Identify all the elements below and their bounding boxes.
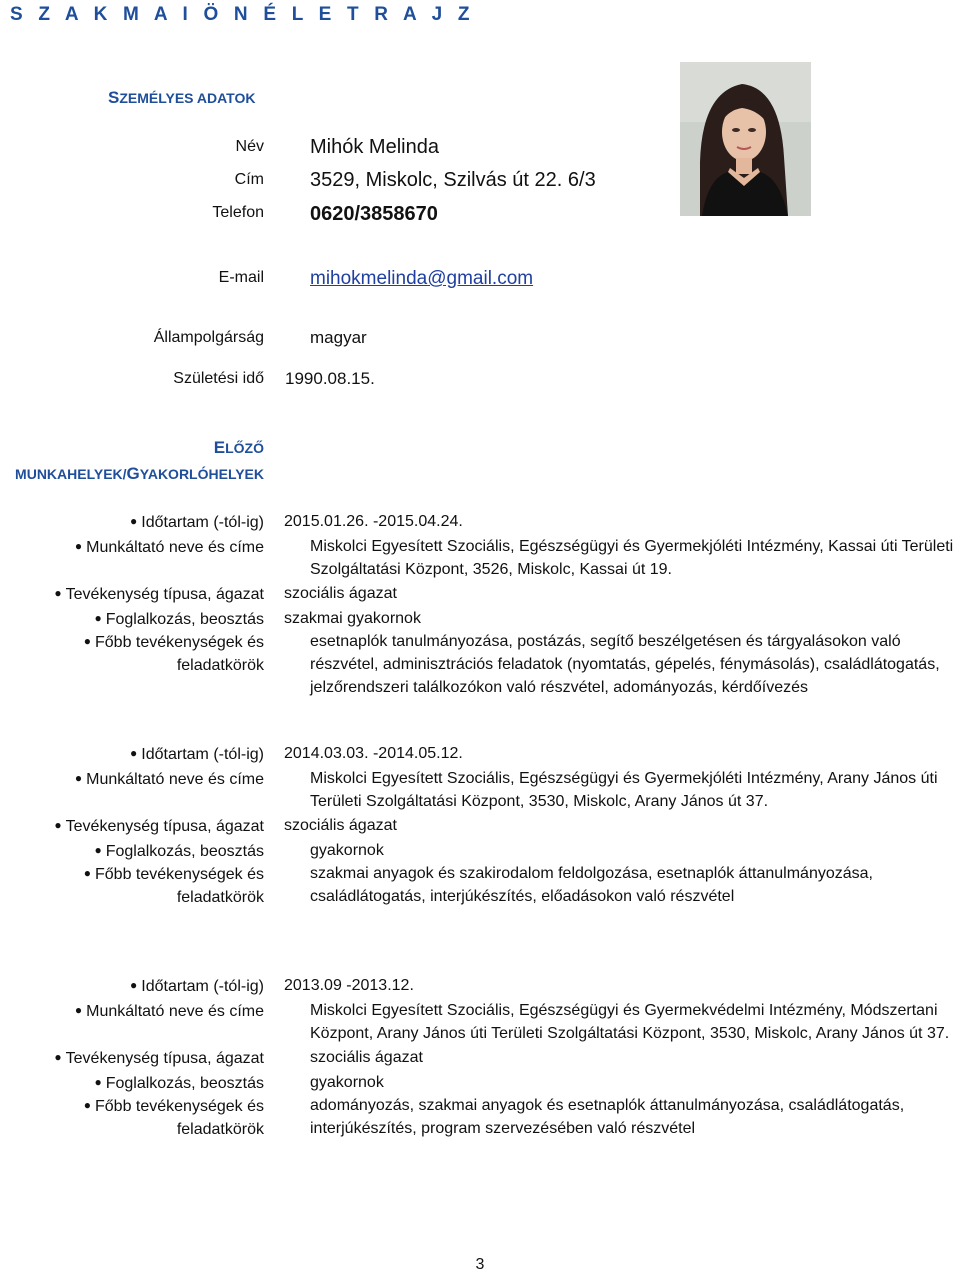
phone-value: 0620/3858670 bbox=[310, 203, 438, 225]
employer-label: ● Munkáltató neve és címe bbox=[74, 1003, 264, 1020]
sector-value: szociális ágazat bbox=[284, 817, 397, 834]
document-title: S Z A K M A I Ö N É L E T R A J Z bbox=[10, 4, 475, 25]
employer-value: Miskolci Egyesített Szociális, Egészségügyi és Gyermekjóléti Intézmény, Kassai úti Területi Szolgáltatási Központ, 3526, Miskolc, Kassai út 19. bbox=[310, 538, 954, 578]
sector-label: ● Tevékenység típusa, ágazat bbox=[54, 586, 264, 603]
employer-label: ● Munkáltató neve és címe bbox=[74, 771, 264, 788]
period-value: 2013.09 -2013.12. bbox=[284, 977, 414, 994]
duties-label: ● Főbb tevékenységek és feladatkörök bbox=[83, 1098, 264, 1138]
profile-photo bbox=[680, 62, 811, 216]
sector-value: szociális ágazat bbox=[284, 585, 397, 602]
page-number: 3 bbox=[475, 1256, 485, 1273]
employer-label: ● Munkáltató neve és címe bbox=[74, 539, 264, 556]
period-label: ● Időtartam (-tól-ig) bbox=[130, 514, 264, 531]
position-label: ● Foglalkozás, beosztás bbox=[94, 843, 264, 860]
name-value: Mihók Melinda bbox=[310, 136, 439, 158]
sector-label: ● Tevékenység típusa, ágazat bbox=[54, 1050, 264, 1067]
period-label: ● Időtartam (-tól-ig) bbox=[130, 978, 264, 995]
address-label: Cím bbox=[234, 171, 264, 188]
position-value: gyakornok bbox=[310, 1074, 384, 1091]
period-value: 2015.01.26. -2015.04.24. bbox=[284, 513, 463, 530]
duties-value: szakmai anyagok és szakirodalom feldolgozása, esetnaplók áttanulmányozása, családlátogatás, interjúkészítés, előadásokon való részvétel bbox=[310, 865, 873, 905]
citizenship-value: magyar bbox=[310, 328, 367, 347]
sector-label: ● Tevékenység típusa, ágazat bbox=[54, 818, 264, 835]
position-value: szakmai gyakornok bbox=[284, 610, 421, 627]
email-label: E-mail bbox=[218, 269, 264, 286]
previous-jobs-heading-line2: MUNKAHELYEK/GYAKORLÓHELYEK bbox=[15, 464, 264, 483]
personal-data-heading: SZEMÉLYES ADATOK bbox=[108, 88, 256, 107]
position-label: ● Foglalkozás, beosztás bbox=[94, 1075, 264, 1092]
position-value: gyakornok bbox=[310, 842, 384, 859]
email-link[interactable]: mihokmelinda@gmail.com bbox=[310, 268, 534, 289]
position-label: ● Foglalkozás, beosztás bbox=[94, 611, 264, 628]
birthdate-label: Születési idő bbox=[173, 370, 264, 387]
period-value: 2014.03.03. -2014.05.12. bbox=[284, 745, 463, 762]
address-value: 3529, Miskolc, Szilvás út 22. 6/3 bbox=[310, 169, 596, 191]
employer-value: Miskolci Egyesített Szociális, Egészségügyi és Gyermekvédelmi Intézmény, Módszertani Központ, Arany János úti Területi Szolgáltatási Központ, 3530, Miskolc, Arany János út 37. bbox=[310, 1002, 950, 1042]
employer-value: Miskolci Egyesített Szociális, Egészségügyi és Gyermekjóléti Intézmény, Arany János úti Területi Szolgáltatási Központ, 3530, Miskolc, Arany János út 37. bbox=[310, 770, 938, 810]
phone-label: Telefon bbox=[212, 204, 264, 221]
duties-label: ● Főbb tevékenységek és feladatkörök bbox=[83, 866, 264, 906]
birthdate-value: 1990.08.15. bbox=[285, 369, 375, 388]
duties-value: adományozás, szakmai anyagok és esetnaplók áttanulmányozása, családlátogatás, interjúkészítés, program szervezésében való részvétel bbox=[310, 1097, 905, 1137]
citizenship-label: Állampolgárság bbox=[153, 329, 264, 346]
previous-jobs-heading-line1: ELŐZŐ bbox=[213, 438, 264, 457]
name-label: Név bbox=[235, 138, 264, 155]
sector-value: szociális ágazat bbox=[310, 1049, 423, 1066]
duties-label: ● Főbb tevékenységek és feladatkörök bbox=[83, 634, 264, 674]
duties-value: esetnaplók tanulmányozása, postázás, segítő beszélgetésen és tárgyalásokon való részvétel, adminisztrációs feladatok (nyomtatás, gépelés, fénymásolás), családlátogatás, jelzőrendszeri találkozókon való részvétel, adományozás, kérdőívezés bbox=[310, 633, 940, 696]
period-label: ● Időtartam (-tól-ig) bbox=[130, 746, 264, 763]
